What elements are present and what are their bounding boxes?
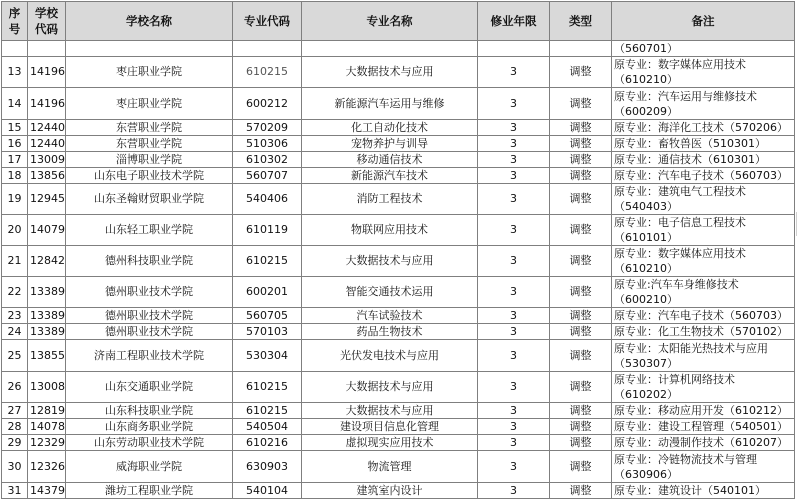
- major-code-cell: 610216: [233, 435, 302, 451]
- note-cell: 原专业：汽车电子技术（560703）: [612, 308, 795, 324]
- school-name-cell: 山东轻工职业学院: [66, 215, 233, 246]
- school-name-cell: 德州职业技术学院: [66, 277, 233, 308]
- table-row: [2, 419, 795, 435]
- table-row: [2, 246, 795, 277]
- school-name-cell: 山东劳动职业技术学院: [66, 435, 233, 451]
- note-cell: 原专业：数字媒体应用技术（610210）: [612, 57, 795, 88]
- type-cell: 调整: [550, 324, 612, 340]
- type-cell: 调整: [550, 451, 612, 483]
- years-cell: 3: [478, 483, 550, 499]
- major-code-cell: 510306: [233, 136, 302, 152]
- type-cell: 调整: [550, 419, 612, 435]
- row-number-cell: 18: [2, 168, 28, 184]
- major-name-cell: 消防工程技术: [302, 184, 478, 215]
- note-cell: 原专业:汽车车身维修技术（600210）: [612, 277, 795, 308]
- major-name-cell: 光伏发电技术与应用: [302, 340, 478, 372]
- school-code-cell: 13389: [28, 324, 66, 340]
- years-cell: 3: [478, 136, 550, 152]
- note-cell: 原专业：海洋化工技术（570206）: [612, 120, 795, 136]
- note-cell: 原专业：建设工程管理（540501）: [612, 419, 795, 435]
- major-name-cell: 汽车试验技术: [302, 308, 478, 324]
- major-code-cell: 630903: [233, 451, 302, 483]
- table-row: [2, 88, 795, 120]
- major-name-cell: 虚拟现实应用技术: [302, 435, 478, 451]
- table-row: [2, 372, 795, 403]
- table-row: [2, 57, 795, 88]
- school-code-cell: 12326: [28, 451, 66, 483]
- table-row: [2, 136, 795, 152]
- school-name-cell: 枣庄职业学院: [66, 57, 233, 88]
- major-code-cell: 540504: [233, 419, 302, 435]
- school-code-cell: 13008: [28, 372, 66, 403]
- school-name-cell: 山东交通职业学院: [66, 372, 233, 403]
- major-code-cell: 560707: [233, 168, 302, 184]
- school-code-cell: 12842: [28, 246, 66, 277]
- row-number-cell: 27: [2, 403, 28, 419]
- table-row: [2, 483, 795, 499]
- note-cell: 原专业：通信技术（610301）: [612, 152, 795, 168]
- row-number-cell: [2, 41, 28, 57]
- years-cell: 3: [478, 403, 550, 419]
- school-name-cell: 山东商务职业学院: [66, 419, 233, 435]
- note-cell: 原专业：建筑设计（540101）: [612, 483, 795, 499]
- major-code-cell: 570209: [233, 120, 302, 136]
- header-cell-years: 修业年限: [478, 2, 550, 41]
- school-code-cell: 14078: [28, 419, 66, 435]
- row-number-cell: 25: [2, 340, 28, 372]
- school-name-cell: 东营职业学院: [66, 120, 233, 136]
- note-cell: 原专业：数字媒体应用技术（610210）: [612, 246, 795, 277]
- table-row: [2, 340, 795, 372]
- type-cell: 调整: [550, 168, 612, 184]
- major-code-cell: 560705: [233, 308, 302, 324]
- school-code-cell: 14379: [28, 483, 66, 499]
- type-cell: 调整: [550, 277, 612, 308]
- note-cell: 原专业：动漫制作技术（610207）: [612, 435, 795, 451]
- type-cell: 调整: [550, 435, 612, 451]
- major-name-cell: 建设项目信息化管理: [302, 419, 478, 435]
- note-cell: 原专业：电子信息工程技术（610101）: [612, 215, 795, 246]
- school-code-cell: 13389: [28, 277, 66, 308]
- school-name-cell: 山东科技职业学院: [66, 403, 233, 419]
- years-cell: 3: [478, 215, 550, 246]
- note-cell: 原专业：化工生物技术（570102）: [612, 324, 795, 340]
- major-code-cell: 530304: [233, 340, 302, 372]
- school-name-cell: 东营职业学院: [66, 136, 233, 152]
- table-row: [2, 451, 795, 483]
- major-name-cell: 大数据技术与应用: [302, 403, 478, 419]
- type-cell: 调整: [550, 308, 612, 324]
- header-row: [2, 2, 795, 41]
- years-cell: 3: [478, 88, 550, 120]
- school-name-cell: 山东电子职业技术学院: [66, 168, 233, 184]
- note-cell: 原专业：畜牧兽医（510301）: [612, 136, 795, 152]
- major-code-cell: 600212: [233, 88, 302, 120]
- type-cell: 调整: [550, 120, 612, 136]
- row-number-cell: 17: [2, 152, 28, 168]
- type-cell: 调整: [550, 403, 612, 419]
- years-cell: 3: [478, 419, 550, 435]
- row-number-cell: 30: [2, 451, 28, 483]
- row-number-cell: 24: [2, 324, 28, 340]
- table-row: [2, 120, 795, 136]
- major-name-cell: 物流管理: [302, 451, 478, 483]
- row-number-cell: 21: [2, 246, 28, 277]
- school-name-cell: 德州科技职业学院: [66, 246, 233, 277]
- note-cell: 原专业：汽车运用与维修技术（600209）: [612, 88, 795, 120]
- type-cell: 调整: [550, 340, 612, 372]
- major-name-cell: 新能源汽车运用与维修: [302, 88, 478, 120]
- school-code-cell: 13389: [28, 308, 66, 324]
- major-name-cell: 建筑室内设计: [302, 483, 478, 499]
- row-number-cell: 20: [2, 215, 28, 246]
- years-cell: 3: [478, 372, 550, 403]
- header-cell-major-code: 专业代码: [233, 2, 302, 41]
- major-name-cell: 新能源汽车技术: [302, 168, 478, 184]
- table-header: [2, 2, 795, 41]
- major-code-cell: 610119: [233, 215, 302, 246]
- header-cell-school-name: 学校名称: [66, 2, 233, 41]
- row-number-cell: 16: [2, 136, 28, 152]
- type-cell: 调整: [550, 246, 612, 277]
- major-name-cell: 大数据技术与应用: [302, 246, 478, 277]
- note-cell: （560701）: [612, 41, 795, 57]
- type-cell: [550, 41, 612, 57]
- major-code-cell: 610215: [233, 372, 302, 403]
- type-cell: 调整: [550, 184, 612, 215]
- table-row: [2, 308, 795, 324]
- note-cell: 原专业：移动应用开发（610212）: [612, 403, 795, 419]
- row-number-cell: 26: [2, 372, 28, 403]
- major-code-cell: 540104: [233, 483, 302, 499]
- years-cell: 3: [478, 277, 550, 308]
- major-name-cell: [302, 41, 478, 57]
- school-name-cell: 山东圣翰财贸职业学院: [66, 184, 233, 215]
- table-row: [2, 324, 795, 340]
- major-name-cell: 智能交通技术运用: [302, 277, 478, 308]
- school-code-cell: 13855: [28, 340, 66, 372]
- years-cell: [478, 41, 550, 57]
- row-number-cell: 14: [2, 88, 28, 120]
- major-code-cell: 570103: [233, 324, 302, 340]
- row-number-cell: 31: [2, 483, 28, 499]
- major-code-cell: 610302: [233, 152, 302, 168]
- table-row: [2, 435, 795, 451]
- edge-divider: [796, 212, 797, 236]
- major-code-cell: 600201: [233, 277, 302, 308]
- row-number-cell: 23: [2, 308, 28, 324]
- header-cell-type: 类型: [550, 2, 612, 41]
- note-cell: 原专业：太阳能光热技术与应用（530307）: [612, 340, 795, 372]
- header-cell-school-code: 学校代码: [28, 2, 66, 41]
- type-cell: 调整: [550, 372, 612, 403]
- row-number-cell: 29: [2, 435, 28, 451]
- note-cell: 原专业：冷链物流技术与管理（630906）: [612, 451, 795, 483]
- major-code-cell: [233, 41, 302, 57]
- years-cell: 3: [478, 120, 550, 136]
- years-cell: 3: [478, 57, 550, 88]
- table-body: [2, 41, 795, 499]
- row-number-cell: 13: [2, 57, 28, 88]
- school-name-cell: 威海职业学院: [66, 451, 233, 483]
- major-name-cell: 药品生物技术: [302, 324, 478, 340]
- table-row: [2, 277, 795, 308]
- school-code-cell: 14196: [28, 57, 66, 88]
- school-code-cell: 13009: [28, 152, 66, 168]
- school-code-cell: [28, 41, 66, 57]
- major-name-cell: 宠物养护与训导: [302, 136, 478, 152]
- school-name-cell: 淄博职业学院: [66, 152, 233, 168]
- table-row: [2, 215, 795, 246]
- header-cell-major-name: 专业名称: [302, 2, 478, 41]
- table-row: [2, 168, 795, 184]
- major-code-cell: 610215: [233, 246, 302, 277]
- table-row: [2, 184, 795, 215]
- table-row: [2, 403, 795, 419]
- header-cell-no: 序号: [2, 2, 28, 41]
- type-cell: 调整: [550, 152, 612, 168]
- years-cell: 3: [478, 184, 550, 215]
- major-name-cell: 移动通信技术: [302, 152, 478, 168]
- years-cell: 3: [478, 308, 550, 324]
- note-cell: 原专业：建筑电气工程技术（540403）: [612, 184, 795, 215]
- years-cell: 3: [478, 451, 550, 483]
- years-cell: 3: [478, 324, 550, 340]
- years-cell: 3: [478, 246, 550, 277]
- major-code-cell: 610215: [233, 403, 302, 419]
- school-name-cell: 枣庄职业学院: [66, 88, 233, 120]
- school-code-cell: 13856: [28, 168, 66, 184]
- type-cell: 调整: [550, 215, 612, 246]
- school-name-cell: 济南工程职业技术学院: [66, 340, 233, 372]
- school-name-cell: 德州职业技术学院: [66, 324, 233, 340]
- school-name-cell: [66, 41, 233, 57]
- row-number-cell: 19: [2, 184, 28, 215]
- type-cell: 调整: [550, 136, 612, 152]
- row-number-cell: 28: [2, 419, 28, 435]
- type-cell: 调整: [550, 57, 612, 88]
- years-cell: 3: [478, 340, 550, 372]
- school-code-cell: 12440: [28, 120, 66, 136]
- school-code-cell: 12945: [28, 184, 66, 215]
- years-cell: 3: [478, 168, 550, 184]
- school-code-cell: 14196: [28, 88, 66, 120]
- type-cell: 调整: [550, 88, 612, 120]
- major-code-cell: 610215: [233, 57, 302, 88]
- school-name-cell: 德州职业技术学院: [66, 308, 233, 324]
- years-cell: 3: [478, 435, 550, 451]
- major-name-cell: 大数据技术与应用: [302, 57, 478, 88]
- row-number-cell: 22: [2, 277, 28, 308]
- table-row: [2, 152, 795, 168]
- major-name-cell: 物联网应用技术: [302, 215, 478, 246]
- major-code-cell: 540406: [233, 184, 302, 215]
- major-name-cell: 大数据技术与应用: [302, 372, 478, 403]
- majors-table: [1, 1, 795, 499]
- row-number-cell: 15: [2, 120, 28, 136]
- school-code-cell: 14079: [28, 215, 66, 246]
- school-code-cell: 12329: [28, 435, 66, 451]
- school-code-cell: 12440: [28, 136, 66, 152]
- note-cell: 原专业：汽车电子技术（560703）: [612, 168, 795, 184]
- years-cell: 3: [478, 152, 550, 168]
- type-cell: 调整: [550, 483, 612, 499]
- note-cell: 原专业：计算机网络技术（610202）: [612, 372, 795, 403]
- school-name-cell: 潍坊工程职业学院: [66, 483, 233, 499]
- header-cell-note: 备注: [612, 2, 795, 41]
- school-code-cell: 12819: [28, 403, 66, 419]
- table-row: [2, 41, 795, 57]
- major-name-cell: 化工自动化技术: [302, 120, 478, 136]
